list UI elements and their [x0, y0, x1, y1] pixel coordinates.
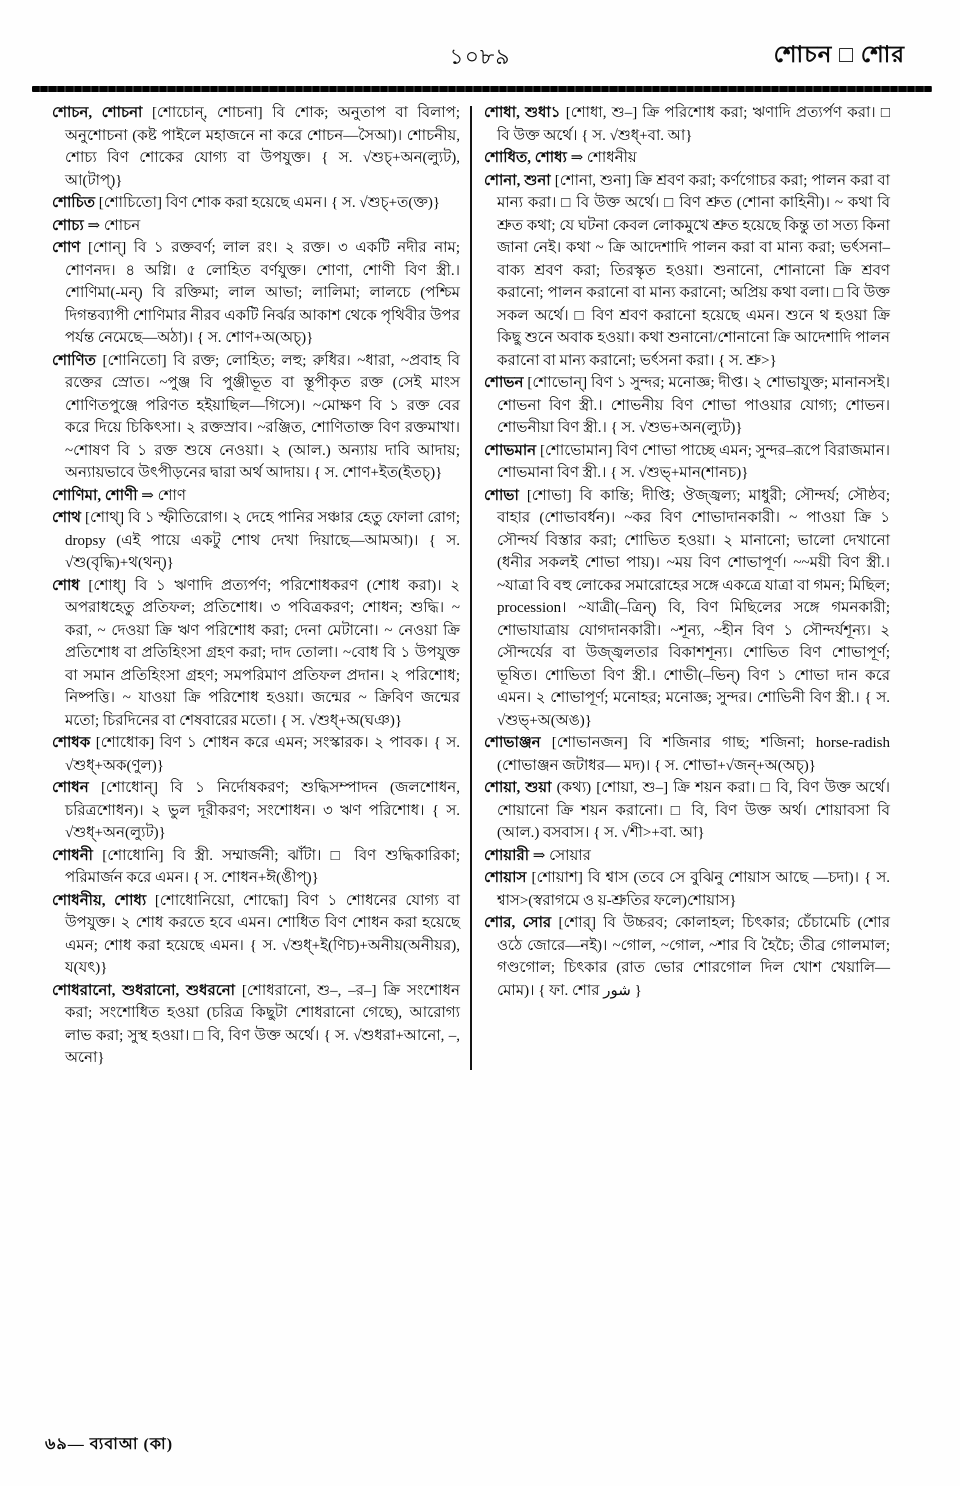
entry-headword: শোয়াস: [484, 870, 527, 886]
entry-body: [শোভানজন] বি শজিনার গাছ; শজিনা; horse-radish (শোভাঞ্জন জটাধর— মদ)। { স. শোভা+√জন্+অ(অচ্)}: [497, 735, 890, 774]
entry-body: (কথ্য) [শোয়া, শু–] ক্রি শয়ন করা। □ বি, বিণ উক্ত অর্থে। শোয়ানো ক্রি শয়ন করানো। □ বি, বিণ উক্ত অর্থ। শোয়াবসা বি (আল.) বসবাস। { স. √শী>+বা. আ}: [497, 780, 890, 841]
dictionary-entry: [52, 890, 460, 980]
entry-body: [শোধোনিয়ো, শোদ্ধো] বিণ ১ শোধনের যোগ্য বা উপযুক্ত। ২ শোধ করতে হবে এমন। শোধিত বিণ শোধন করা হয়েছে এমন; শোধ করা হয়েছে এমন। { স. √শুধ্+ই(ণিচ)+অনীয়(অনীয়র), য(যৎ)}: [65, 892, 460, 976]
entry-headword: শোণিমা, শোণী: [52, 487, 138, 504]
entry-body: [শোভোমান] বিণ শোভা পাচ্ছে এমন; সুন্দর–রূপে বিরাজমান। শোভমানা বিণ স্ত্রী.। { স. √শুভ্+মান(শানচ)}: [497, 442, 891, 481]
entry-headword: শোণ: [52, 240, 81, 256]
entry-headword: শোধক: [52, 735, 91, 751]
entry-body: [শোর্] বি উচ্চরব; কোলাহল; চিৎকার; চেঁচামেচি (শোর ওঠে জোরে—নই)। ~গোল, ~গোল, ~শার বি হৈচৈ; তীব্র গোলমাল; গণ্ডগোল; চিৎকার (রাত ভোর শোরগোল দিল খোশ খেয়ালি—মোম)। { ফা. শোর شور }: [497, 915, 890, 999]
entry-body: [শোধোন্] বি ১ নির্দোষকরণ; শুদ্ধিসম্পাদন (জলশোধন, চরিত্রশোধন)। ২ ভুল দূরীকরণ; সংশোধন। ৩ ঋণ পরিশোধ। { স. √শুধ্+অন(ল্যুট)}: [65, 780, 460, 841]
dictionary-entry: [484, 485, 890, 733]
entry-headword: শোভা: [484, 487, 519, 504]
dictionary-entry: [52, 350, 460, 485]
printer-signature: ৬৯— ব্যবাআ (কা): [45, 1436, 174, 1453]
entry-headword: শোচন, শোচনা: [52, 105, 143, 121]
dictionary-entry: [484, 440, 890, 485]
entry-body: [শোধোনি] বি স্ত্রী. সম্মার্জনী; ঝাঁটা। □ বিণ শুদ্ধিকারিকা; পরিমার্জন করে এমন। { স. শোধন+ঈ(ঙীপ্)}: [65, 847, 460, 886]
entry-headword: শোথ: [52, 510, 82, 526]
dictionary-entry: [484, 777, 890, 845]
dictionary-entry: [52, 485, 460, 508]
dictionary-entry: [484, 732, 890, 777]
dictionary-entry: [52, 845, 460, 890]
entry-body: [শোনিতো] বি রক্ত; লোহিত; লহু; রুধির। ~ধারা, ~প্রবাহ বি রক্তের স্রোত। ~পুঞ্জ বি পুঞ্জীভূত বা স্তূপীকৃত রক্ত (সেই মাংস শোণিতপুঞ্জে পরিণত হইয়াছিল—গিসে)। ~মোক্ষণ বি ১ রক্ত বের করে দিয়ে চিকিৎসা। ২ রক্তস্রাব। ~রঞ্জিত, শোণিতাক্ত বিণ রক্তমাখা। ~শোষণ বি ১ রক্ত শুষে নেওয়া। ২ (আল.) অন্যায় দাবি আদায়; অন্যায়ভাবে উৎপীড়নের দ্বারা অর্থ আদায়। { স. শোণ+ইত(ইতচ্)}: [65, 352, 461, 481]
entry-body: [শোন্] বি ১ রক্তবর্ণ; লাল রং। ২ রক্ত। ৩ একটি নদীর নাম; শোণনদ। ৪ অগ্নি। ৫ লোহিত বর্ণযুক্ত। শোণা, শোণী বিণ স্ত্রী.। শোণিমা(-মন্) বি রক্তিমা; লাল আভা; লালিমা; লালচে (পশ্চিম দিগন্তব্যাপী শোণিমার নীরব একটি নির্ঝর আকাশ থেকে পৃথিবীর উপর পর্যন্ত নেমেছে—অঠা)। { স. শোণ+অ(অচ্)}: [65, 240, 460, 346]
entry-headword: শোণিত: [52, 352, 96, 369]
entry-body: [শোচোন্, শোচনা] বি শোক; অনুতাপ বা বিলাপ; অনুশোচনা (কষ্ট পাইলে মহাজনে না করে শোচন—সৈআ)। শোচনীয়, শোচ্য বিণ শোকের যোগ্য বা উপযুক্ত। { স. √শুচ্+অন(ল্যুট), আ(টাপ্)}: [65, 105, 460, 189]
entry-body: [শোধ্] বি ১ ঋণাদি প্রত্যর্পণ; পরিশোধকরণ (শোধ করা)। ২ অপরাধহেতু প্রতিফল; প্রতিশোধ। ৩ পবিত্রকরণ; শোধন; শুদ্ধি। ~ করা, ~ দেওয়া ক্রি ঋণ পরিশোধ করা; দেনা মেটানো। ~ নেওয়া ক্রি প্রতিশোধ বা প্রতিহিংসা গ্রহণ করা; দাদ তোলা। ~বোধ বি ১ উপযুক্ত বা সমান প্রতিহিংসা গ্রহণ; সমপরিমাণ প্রতিফল প্রদান। ২ পরিশোধ; নিষ্পত্তি। ~ যাওয়া ক্রি পরিশোধ হওয়া। জন্মের ~ ক্রিবিণ জন্মের মতো; চিরদিনের বা শেষবারের মতো। { স. √শুধ্+অ(ঘঞ)}: [65, 577, 461, 729]
entry-headword: শোনা, শুনা: [484, 172, 551, 189]
entry-body: [শোনা, শুনা] ক্রি শ্রবণ করা; কর্ণগোচর করা; পালন করা বা মান্য করা। □ বি উক্ত অর্থে। □ বিণ শ্রুত (শোনা কাহিনী)। ~ কথা বি শ্রুত কথা; যে ঘটনা কেবল লোকমুখে শ্রুত হয়েছে কিন্তু তা সত্য কিনা জানা নেই। কথা ~ ক্রি আদেশাদি পালন করা বা মান্য করা; ভর্ৎসনা–বাক্য শ্রবণ করা; তিরস্কৃত হওয়া। শুনানো, শোনানো ক্রি শ্রবণ করানো; পালন করানো বা মান্য করানো; অপ্রিয় কথা বলা। □ বি উক্ত সকল অর্থে। □ বিণ শ্রবণ করানো হয়েছে এমন। শুনে থ হওয়া ক্রি কিছু শুনে অবাক হওয়া। কথা শুনানো/শোনানো ক্রি আদেশাদি পালন করানো বা মান্য করানো; ভর্ৎসনা করা। { স. শ্রু>}: [497, 172, 890, 369]
dictionary-entry: [52, 732, 460, 777]
dictionary-entry: [52, 102, 460, 192]
entry-body: ⇒ সোয়ার: [532, 847, 591, 864]
entry-headword: শোয়ারী: [484, 847, 530, 864]
entry-headword: শোধনীয়, শোধ্য: [52, 892, 147, 909]
entry-body: [শোয়াশ] বি শ্বাস (তবে সে বুঝিনু শোয়াস আছে —চদা)। { স. শ্বাস>(স্বরাগমে ও য়-শ্রুতির ফলে)শোয়াস}: [497, 870, 891, 909]
dictionary-entry: [52, 192, 460, 215]
dictionary-entry: [52, 215, 460, 238]
entry-headword: শোচ্য: [52, 217, 84, 234]
dictionary-entry: [52, 237, 460, 350]
entry-body: [শোভোন্] বিণ ১ সুন্দর; মনোজ্ঞ; দীপ্ত। ২ শোভাযুক্ত; মানানসই। শোভনা বিণ স্ত্রী.। শোভনীয় বিণ শোভা পাওয়ার যোগ্য; শোভন। শোভনীয়া বিণ স্ত্রী.। { স. √শুভ+অন(ল্যুট)}: [497, 375, 891, 436]
dictionary-entry: [484, 102, 890, 147]
right-column: [472, 102, 890, 1070]
entry-body: [শোধা, শু–] ক্রি পরিশোধ করা; ঋণাদি প্রত্যর্পণ করা। □ বি উক্ত অর্থে। { স. √শুধ্+বা. আ}: [497, 105, 890, 144]
dictionary-entry: [52, 980, 460, 1070]
entry-body: ⇒ শোণ: [141, 487, 186, 504]
entry-headword: শোধনী: [52, 847, 93, 864]
guide-words: শোচন □ শোর: [773, 42, 905, 67]
dictionary-entry: [484, 372, 890, 440]
dictionary-entry: [484, 845, 890, 868]
entry-headword: শোচিত: [52, 195, 95, 211]
entry-headword: শোয়া, শুয়া: [484, 780, 552, 796]
entry-body: [শোধোক] বিণ ১ শোধন করে এমন; সংস্কারক। ২ পাবক। { স. √শুধ্+অক(ণুল)}: [65, 735, 460, 774]
dictionary-entry: [484, 867, 890, 912]
entry-headword: শোধরানো, শুধরানো, শুধরনো: [52, 982, 236, 999]
dictionary-entry: [484, 147, 890, 170]
entry-body: [শোভা] বি কান্তি; দীপ্তি; ঔজ্জ্বল্য; মাধুরী; সৌন্দর্য; সৌষ্ঠব; বাহার (শোভাবর্ধন)। ~কর বিণ শোভাদানকারী। ~ পাওয়া ক্রি ১ সৌন্দর্য বিস্তার করা; শোভিত হওয়া। ২ মানানো; ভালো দেখানো (ধনীর সকলই শোভা পায়)। ~ময় বিণ শোভাপূর্ণ। ~~ময়ী বিণ স্ত্রী.। ~যাত্রা বি বহু লোকের সমারোহের সঙ্গে একত্রে যাত্রা বা গমন; মিছিল; procession। ~যাত্রী(–ত্রিন্) বি, বিণ মিছিলের সঙ্গে গমনকারী; শোভাযাত্রায় যোগদানকারী। ~শূন্য, ~হীন বিণ ১ সৌন্দর্যশূন্য। ২ সৌন্দর্যের বা উজ্জ্বলতার বিকাশশূন্য। শোভিত বিণ শোভাপূর্ণ; ভূষিত। শোভিতা বিণ স্ত্রী.। শোভী(–ভিন্) বিণ ১ শোভা দান করে এমন। ২ শোভাপূর্ণ; মনোহর; মনোজ্ঞ; সুন্দর। শোভিনী বিণ স্ত্রী.। { স. √শুভ্+অ(অঙ)}: [497, 487, 890, 729]
entry-headword: শোধিত, শোধ্য: [484, 150, 567, 166]
entry-headword: শোধা, শুধা১: [484, 105, 561, 121]
left-column: [52, 102, 470, 1070]
entry-body: ⇒ শোধনীয়: [570, 150, 637, 166]
page-number: ১০৮৯: [449, 44, 511, 69]
entry-headword: শোধন: [52, 780, 89, 796]
entry-headword: শোভন: [484, 375, 524, 391]
header-rule: [32, 86, 932, 92]
dictionary-entry: [484, 170, 890, 373]
entry-headword: শোভমান: [484, 442, 537, 459]
entry-headword: শোভাঞ্জন: [484, 735, 541, 751]
entry-body: [শোচিতো] বিণ শোক করা হয়েছে এমন। { স. √শুচ্+ত(ক্ত)}: [98, 195, 441, 211]
entry-headword: শোধ: [52, 577, 80, 594]
dictionary-entry: [484, 912, 890, 1002]
dictionary-entry: [52, 575, 460, 733]
entry-body: [শোথ্] বি ১ স্ফীতিরোগ। ২ দেহে পানির সঞ্চার হেতু ফোলা রোগ; dropsy (এই পায়ে একটু শোথ দেখা দিয়াছে—আমআ)। { স. √শু(বৃদ্ধি)+থ(থন্)}: [65, 510, 461, 571]
dictionary-entry: [52, 507, 460, 575]
entry-headword: শোর, সোর: [484, 915, 552, 931]
dictionary-entry: [52, 777, 460, 845]
entry-body: ⇒ শোচন: [87, 217, 141, 234]
entry-body: [শোধরানো, শু–, –র–] ক্রি সংশোধন করা; সংশোধিত হওয়া (চরিত্র কিছুটা শোধরানো গেছে), আরোগ্য লাভ করা; সুস্থ হওয়া। □ বি, বিণ উক্ত অর্থে। { স. √শুধরা+আনো, –, অনো}: [65, 982, 460, 1066]
text-columns: [52, 102, 922, 1070]
page-header: [55, 34, 905, 86]
